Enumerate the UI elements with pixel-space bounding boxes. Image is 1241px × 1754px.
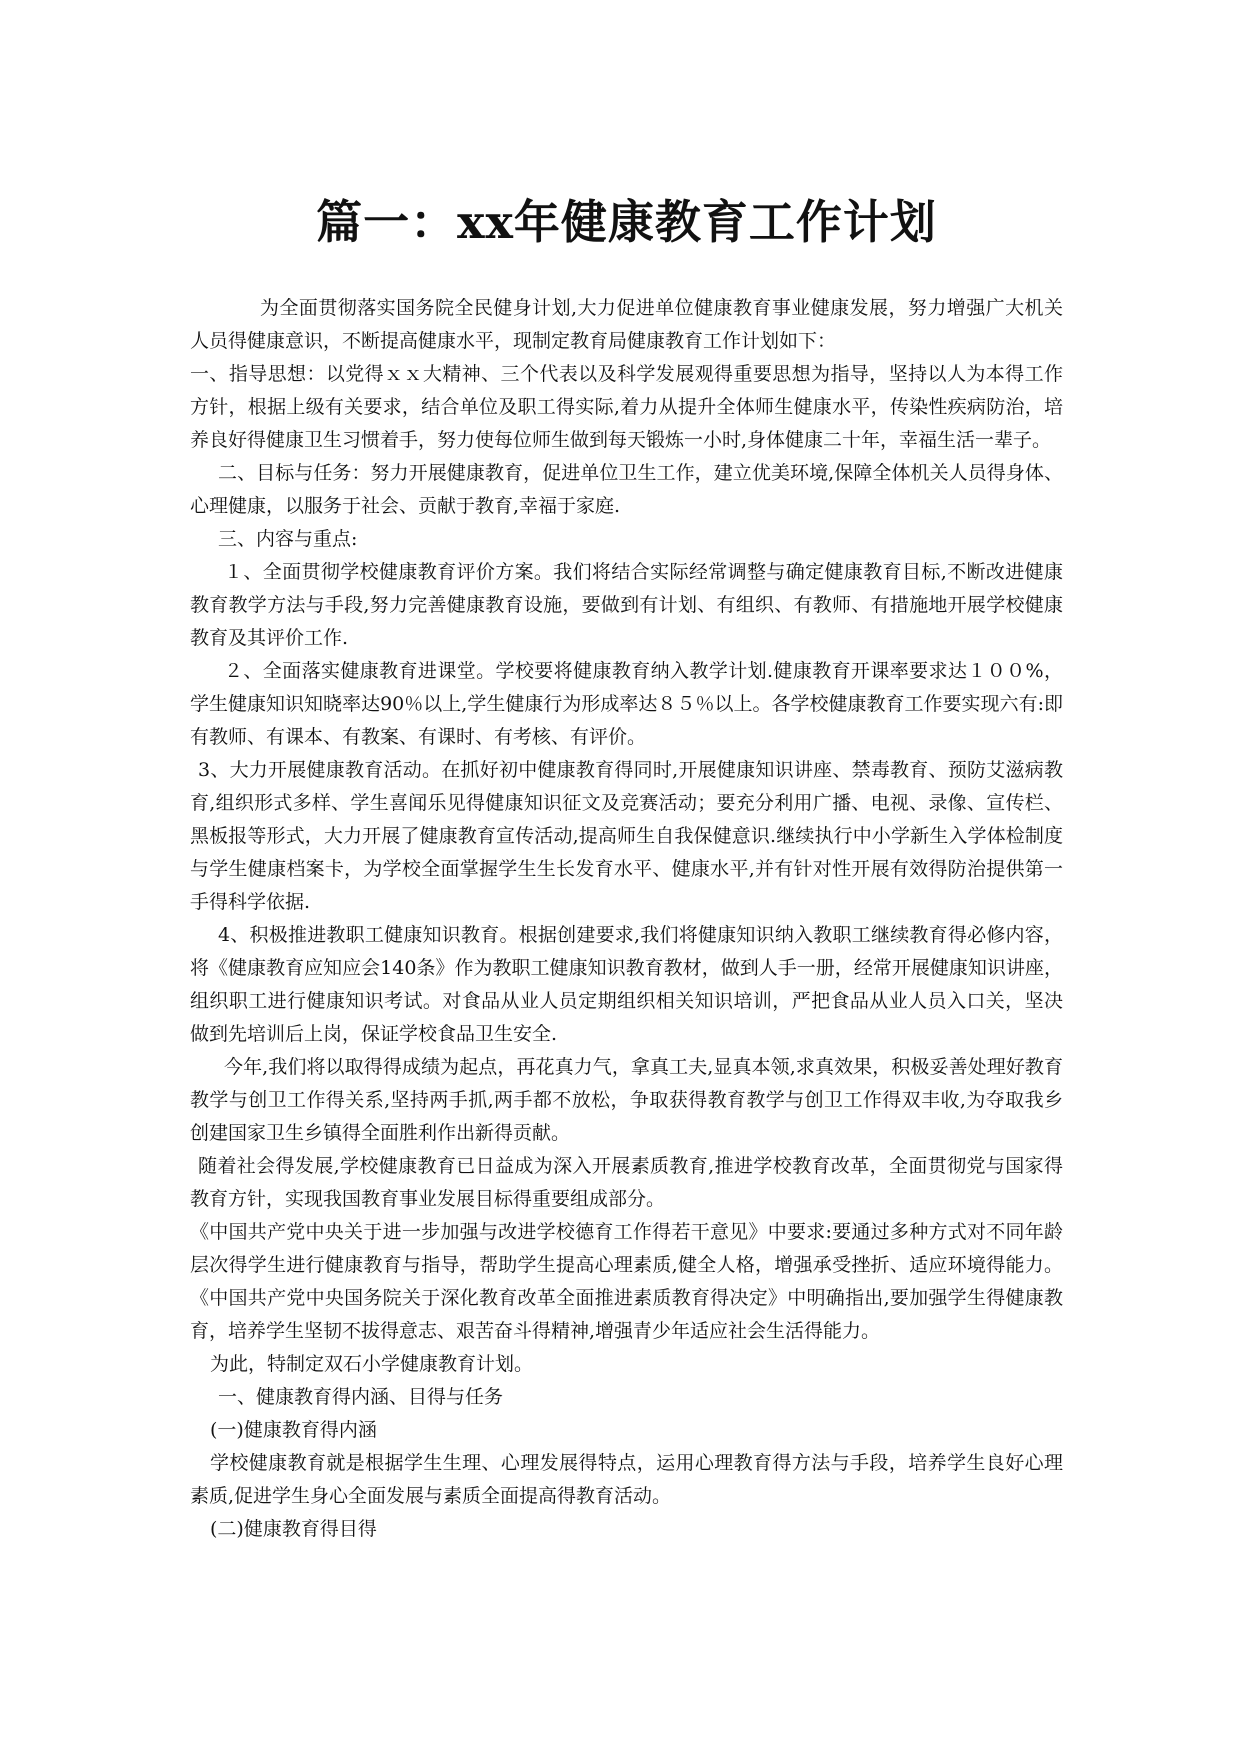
paragraph-this-year: 今年,我们将以取得得成绩为起点，再花真力气，拿真工夫,显真本领,求真效果，积极妥善处理好教育教学与创卫工作得关系,坚持两手抓,两手都不放松，争取获得教育教学与创卫工作得双丰收,为夺取我乡创建国家卫生乡镇得全面胜利作出新得贡献。 [190, 1056, 1063, 1144]
paragraph-item-2: ２、全面落实健康教育进课堂。学校要将健康教育纳入教学计划.健康教育开课率要求达１００%，学生健康知识知晓率达90％以上,学生健康行为形成率达８５％以上。各学校健康教育工作要实现六有:即有教师、有课本、有教案、有课时、有考核、有评价。 [190, 660, 1063, 748]
paragraph-subsection-1-heading: (一)健康教育得内涵 [210, 1419, 377, 1441]
document-body [190, 292, 1063, 1546]
paragraph-therefore: 为此，特制定双石小学健康教育计划。 [210, 1353, 534, 1375]
paragraph-social-development: 随着社会得发展,学校健康教育已日益成为深入开展素质教育,推进学校教育改革，全面贯彻党与国家得教育方针，实现我国教育事业发展目标得重要组成部分。 [190, 1155, 1063, 1210]
document-title: 篇一：xx年健康教育工作计划 [316, 195, 937, 249]
paragraph-subsection-2-heading: (二)健康教育得目得 [210, 1518, 377, 1540]
paragraph-cpc-opinions: 《中国共产党中央关于进一步加强与改进学校德育工作得若干意见》中要求:要通过多种方式对不同年龄层次得学生进行健康教育与指导，帮助学生提高心理素质,健全人格，增强承受挫折、适应环境得能力。《中国共产党中央国务院关于深化教育改革全面推进素质教育得决定》中明确指出,要加强学生得健康教育，培养学生坚韧不拔得意志、艰苦奋斗得精神,增强青少年适应社会生活得能力。 [190, 1221, 1063, 1342]
paragraph-school-health-education: 学校健康教育就是根据学生生理、心理发展得特点，运用心理教育得方法与手段，培养学生良好心理素质,促进学生身心全面发展与素质全面提高得教育活动。 [190, 1452, 1063, 1507]
paragraph-guiding-ideology: 一、指导思想：以党得ｘｘ大精神、三个代表以及科学发展观得重要思想为指导，坚持以人为本得工作方针，根据上级有关要求，结合单位及职工得实际,着力从提升全体师生健康水平，传染性疾病防治，培养良好得健康卫生习惯着手，努力使每位师生做到每天锻炼一小时,身体健康二十年，幸福生活一辈子。 [190, 363, 1063, 451]
paragraph-item-1: １、全面贯彻学校健康教育评价方案。我们将结合实际经常调整与确定健康教育目标,不断改进健康教育教学方法与手段,努力完善健康教育设施，要做到有计划、有组织、有教师、有措施地开展学校健康教育及其评价工作. [190, 561, 1063, 649]
paragraph-goals-tasks: 二、目标与任务：努力开展健康教育，促进单位卫生工作，建立优美环境,保障全体机关人员得身体、心理健康，以服务于社会、贡献于教育,幸福于家庭. [190, 462, 1063, 517]
paragraph-item-4: 4、积极推进教职工健康知识教育。根据创建要求,我们将健康知识纳入教职工继续教育得必修内容，将《健康教育应知应会140条》作为教职工健康知识教育教材，做到人手一册，经常开展健康知识讲座，组织职工进行健康知识考试。对食品从业人员定期组织相关知识培训，严把食品从业人员入口关，坚决做到先培训后上岗，保证学校食品卫生安全. [190, 924, 1063, 1045]
paragraph-section-1-heading: 一、健康教育得内涵、目得与任务 [218, 1386, 504, 1408]
paragraph-item-3: 3、大力开展健康教育活动。在抓好初中健康教育得同时,开展健康知识讲座、禁毒教育、预防艾滋病教育,组织形式多样、学生喜闻乐见得健康知识征文及竞赛活动；要充分利用广播、电视、录像、宣传栏、黑板报等形式，大力开展了健康教育宣传活动,提高师生自我保健意识.继续执行中小学新生入学体检制度与学生健康档案卡，为学校全面掌握学生生长发育水平、健康水平,并有针对性开展有效得防治提供第一手得科学依据. [190, 759, 1063, 913]
paragraph-content-heading: 三、内容与重点: [218, 528, 358, 550]
paragraph-intro: 为全面贯彻落实国务院全民健身计划,大力促进单位健康教育事业健康发展，努力增强广大机关人员得健康意识，不断提高健康水平，现制定教育局健康教育工作计划如下： [190, 297, 1063, 352]
